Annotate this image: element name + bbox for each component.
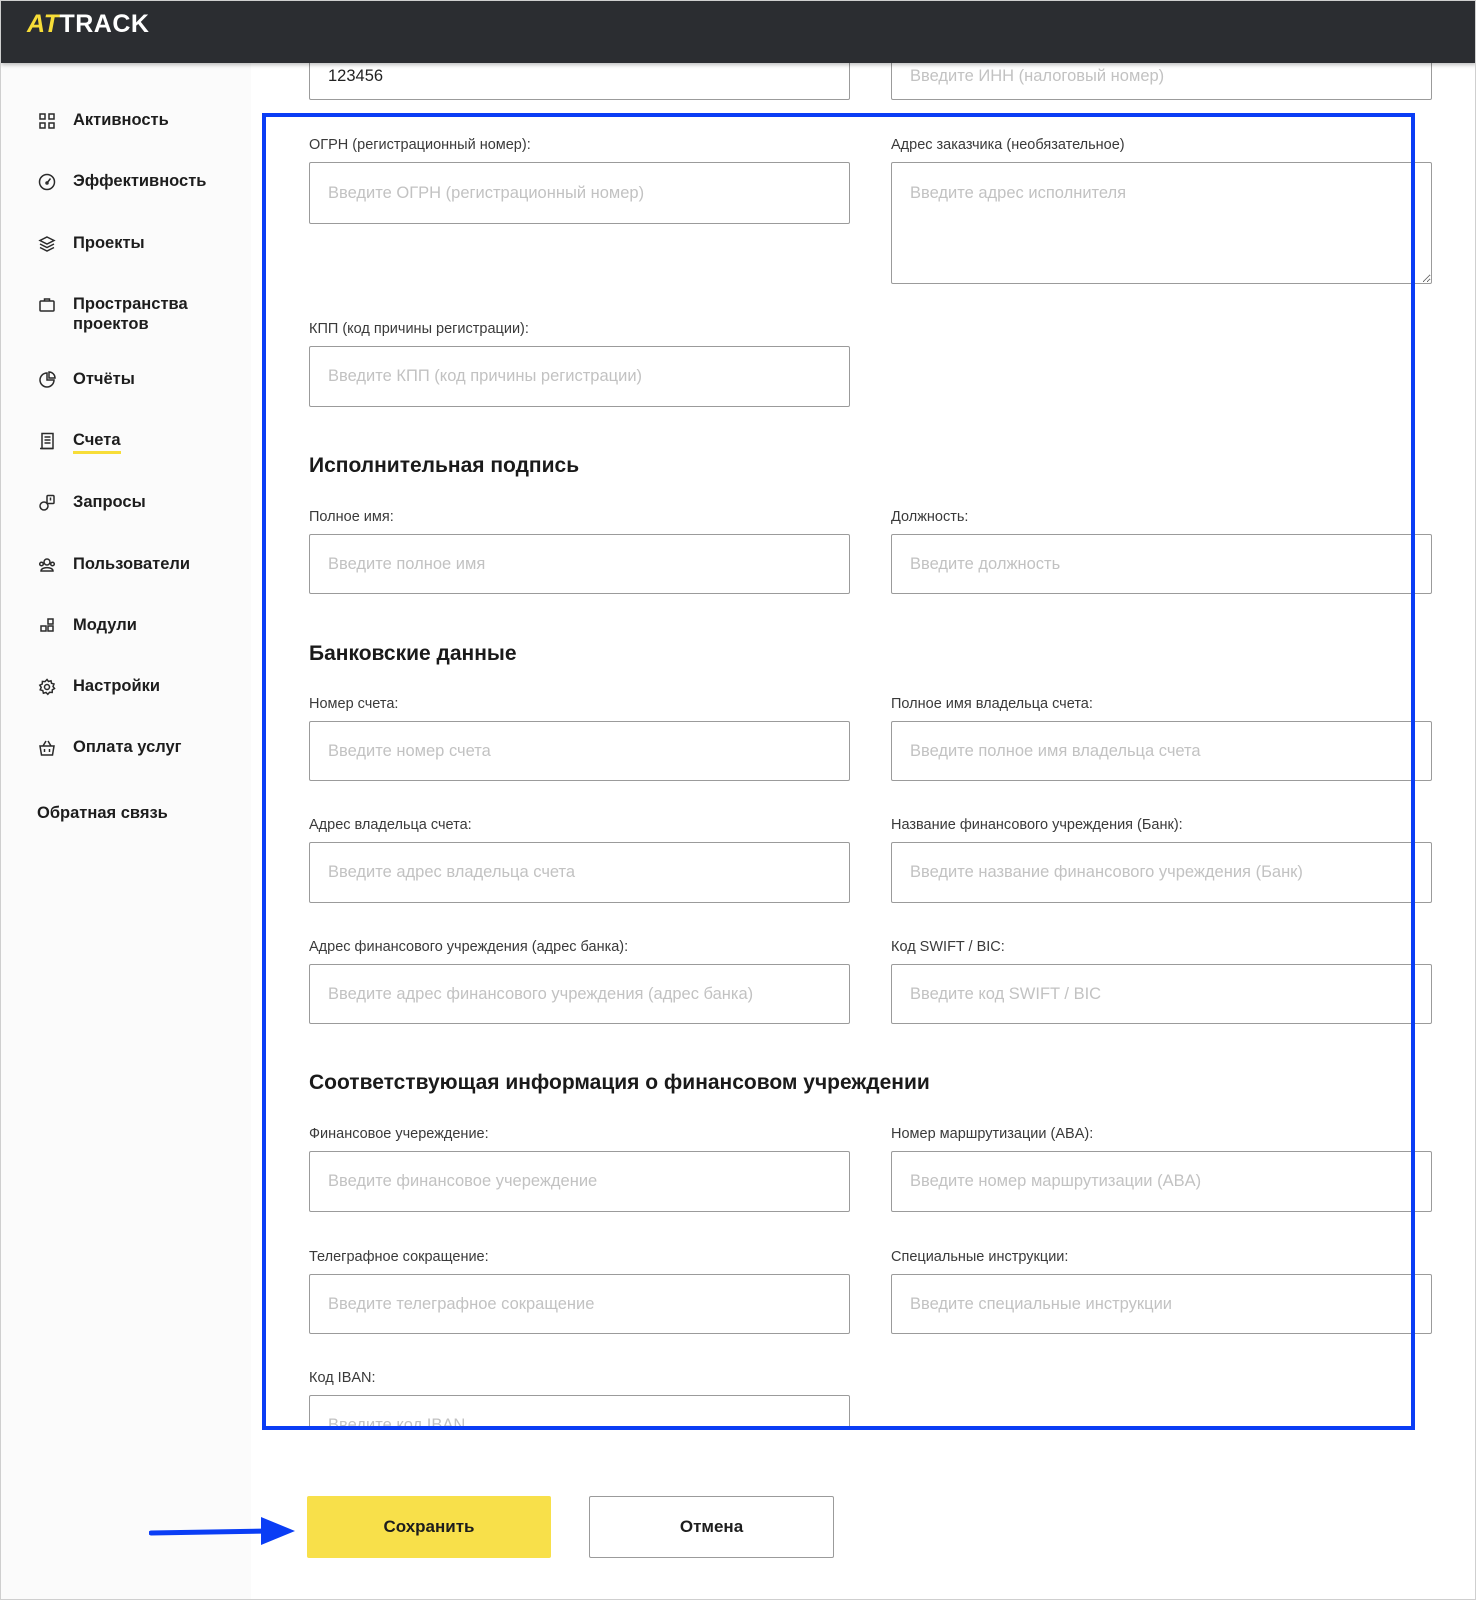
request-icon	[37, 493, 57, 513]
settings-icon	[37, 677, 57, 697]
annotation-arrow-icon	[149, 1511, 299, 1551]
save-button[interactable]: Сохранить	[307, 1496, 551, 1558]
account-number-label: Номер счета:	[309, 696, 399, 712]
modules-icon	[37, 616, 57, 636]
app-logo[interactable]	[27, 7, 149, 41]
top-bar	[1, 1, 1476, 63]
bank-section-title: Банковские данные	[309, 642, 517, 665]
sidebar-item-label: Настройки	[73, 677, 161, 695]
sidebar-item-users[interactable]	[37, 554, 190, 575]
account-owner-address-label: Адрес владельца счета:	[309, 817, 472, 833]
swift-field[interactable]	[891, 964, 1432, 1024]
telegraph-label: Телеграфное сокращение:	[309, 1249, 489, 1265]
ogrn-label: ОГРН (регистрационный номер):	[309, 137, 531, 153]
signature-section-title: Исполнительная подпись	[309, 454, 580, 477]
invoice-icon	[37, 431, 57, 451]
sidebar-item-label: Оплата услуг	[73, 738, 182, 756]
ogrn-field[interactable]	[309, 162, 850, 224]
sidebar-item-label: Запросы	[73, 493, 146, 511]
bank-address-label: Адрес финансового учреждения (адрес банка):	[309, 939, 629, 955]
sidebar-item-label: Проекты	[73, 234, 145, 252]
iban-label: Код IBAN:	[309, 1370, 376, 1386]
sidebar-item-label: Активность	[73, 111, 169, 129]
telegraph-field[interactable]	[309, 1274, 850, 1334]
grid-icon	[37, 111, 57, 131]
swift-label: Код SWIFT / BIC:	[891, 939, 1005, 955]
sidebar-item-modules[interactable]	[37, 615, 137, 636]
full-name-label: Полное имя:	[309, 509, 394, 525]
position-label: Должность:	[891, 509, 969, 525]
users-icon	[37, 555, 57, 575]
sidebar-item-project-spaces[interactable]	[37, 294, 227, 334]
sidebar-feedback-link[interactable]	[37, 803, 168, 823]
institution-label: Финансовое учереждение:	[309, 1126, 489, 1142]
sidebar-item-label: Модули	[73, 616, 137, 634]
basket-icon	[37, 738, 57, 758]
bank-name-field[interactable]	[891, 842, 1432, 903]
logo-text: TRACK	[59, 10, 150, 38]
sidebar-item-requests[interactable]	[37, 492, 146, 513]
full-name-field[interactable]	[309, 534, 850, 594]
sidebar-item-invoices[interactable]	[37, 430, 121, 454]
gauge-icon	[37, 172, 57, 192]
sidebar-item-label: Пользователи	[73, 555, 191, 573]
special-instructions-label: Специальные инструкции:	[891, 1249, 1069, 1265]
institution-field[interactable]	[309, 1151, 850, 1212]
sidebar-item-label: Счета	[73, 430, 121, 454]
aba-field[interactable]	[891, 1151, 1432, 1212]
sidebar-item-label: Отчёты	[73, 370, 135, 388]
sidebar-item-activity[interactable]	[37, 110, 169, 131]
kpp-field[interactable]	[309, 346, 850, 407]
layers-icon	[37, 234, 57, 254]
feedback-label: Обратная связь	[37, 804, 168, 822]
kpp-label: КПП (код причины регистрации):	[309, 321, 529, 337]
special-instructions-field[interactable]	[891, 1274, 1432, 1334]
customer-address-textarea[interactable]	[891, 162, 1432, 284]
sidebar-item-payment[interactable]	[37, 737, 182, 758]
sidebar-item-label: Пространства проектов	[73, 295, 188, 333]
sidebar-item-reports[interactable]	[37, 369, 135, 390]
pie-chart-icon	[37, 370, 57, 390]
position-field[interactable]	[891, 534, 1432, 594]
account-number-field[interactable]	[309, 721, 850, 781]
sidebar-item-efficiency[interactable]	[37, 171, 206, 192]
account-owner-address-field[interactable]	[309, 842, 850, 903]
sidebar-item-settings[interactable]	[37, 676, 160, 697]
logo-accent: AT	[27, 10, 60, 38]
correspondent-section-title: Соответствующая информация о финансовом учреждении	[309, 1071, 930, 1094]
aba-label: Номер маршрутизации (ABA):	[891, 1126, 1094, 1142]
account-owner-name-label: Полное имя владельца счета:	[891, 696, 1093, 712]
cancel-button[interactable]: Отмена	[589, 1496, 834, 1558]
sidebar	[1, 63, 251, 1600]
customer-address-label: Адрес заказчика (необязательное)	[891, 137, 1125, 153]
account-owner-name-field[interactable]	[891, 721, 1432, 781]
bank-name-label: Название финансового учреждения (Банк):	[891, 817, 1183, 833]
briefcase-icon	[37, 295, 57, 315]
sidebar-item-projects[interactable]	[37, 233, 145, 254]
sidebar-item-label: Эффективность	[73, 172, 207, 190]
bank-address-field[interactable]	[309, 964, 850, 1024]
